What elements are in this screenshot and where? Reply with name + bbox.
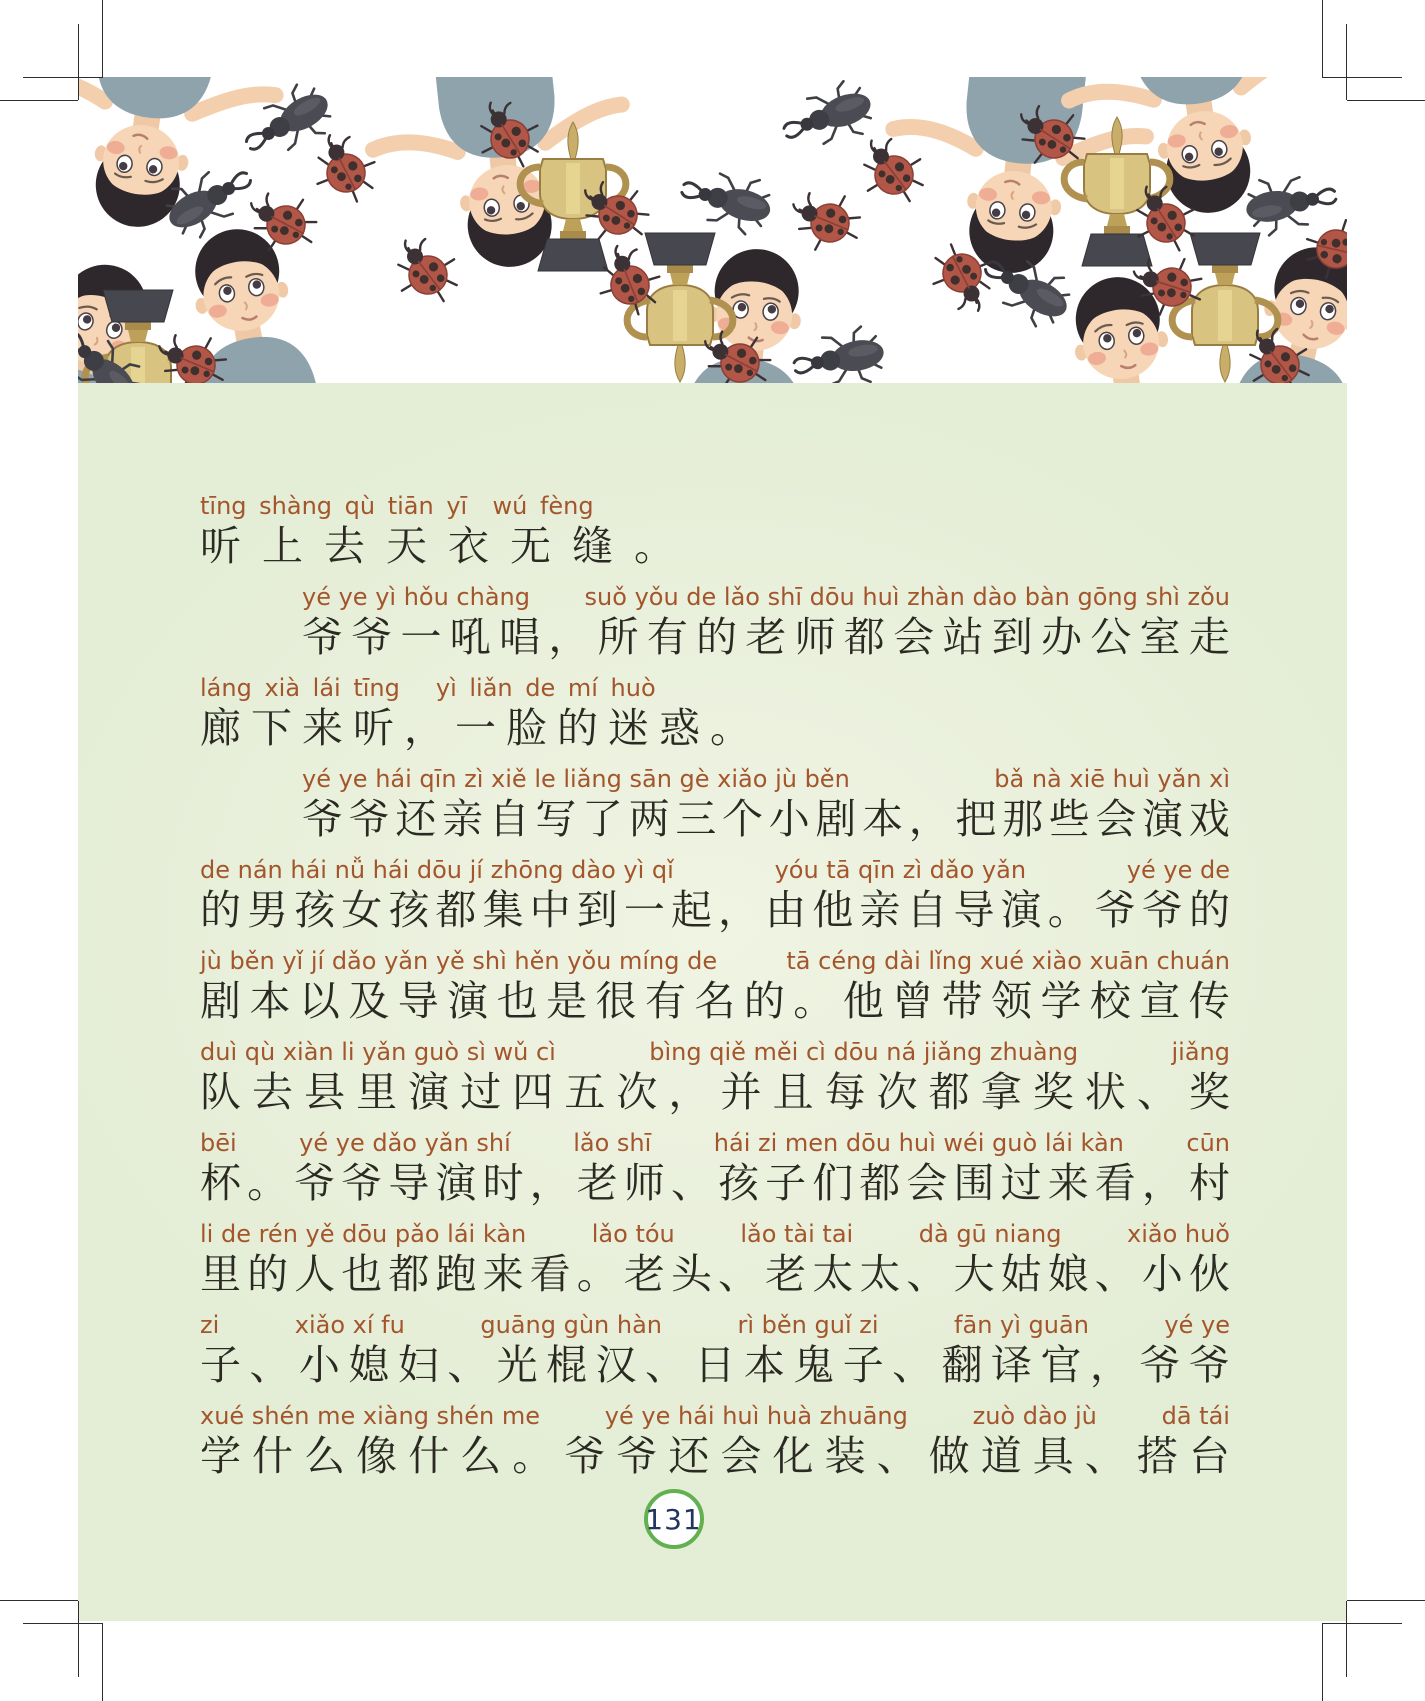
text-line: [200, 665, 1230, 756]
hanzi-row: 杯 。 爷 爷 导 演 时 ， 老 师 、 孩 子 们 都 会 围 过 来 看 ， 村: [200, 1160, 1230, 1206]
pattern-illustration: [78, 77, 1347, 383]
hanzi-row: 听 上 去 天 衣 无 缝 。: [200, 523, 675, 569]
hanzi-row: 廊 下 来 听 ， 一 脸 的 迷 惑 。: [200, 705, 751, 751]
pinyin-row: bēi yé ye dǎo yǎn shí lǎo shī hái zi men dōu huì wéi guò lái kàn cūn: [200, 1129, 1230, 1157]
pinyin-row: zi xiǎo xí fu guāng gùn hàn rì běn guǐ zi fān yì guān yé ye: [200, 1311, 1230, 1339]
pinyin-row: li de rén yě dōu pǎo lái kàn lǎo tóu lǎo tài tai dà gū niang xiǎo huǒ: [200, 1220, 1230, 1248]
hanzi-row: 的 男 孩 女 孩 都 集 中 到 一 起 ， 由 他 亲 自 导 演 。 爷 爷 的: [200, 887, 1230, 933]
text-line: [200, 1120, 1230, 1211]
pinyin-row: xué shén me xiàng shén me yé ye hái huì huà zhuāng zuò dào jù dā tái: [200, 1402, 1230, 1430]
story-text: [200, 483, 1230, 1484]
hanzi-row: 爷 爷 一 吼 唱 ， 所 有 的 老 师 都 会 站 到 办 公 室 走: [302, 614, 1230, 660]
pinyin-row: jù běn yǐ jí dǎo yǎn yě shì hěn yǒu míng de tā céng dài lǐng xué xiào xuān chuán: [200, 947, 1230, 975]
hanzi-row: 里 的 人 也 都 跑 来 看 。 老 头 、 老 太 太 、 大 姑 娘 、 小 伙: [200, 1251, 1230, 1297]
pinyin-row: yé ye hái qīn zì xiě le liǎng sān gè xiǎo jù běn bǎ nà xiē huì yǎn xì: [302, 765, 1230, 793]
text-line: [200, 574, 1230, 665]
text-line: [200, 1029, 1230, 1120]
text-line: [200, 1302, 1230, 1393]
hanzi-row: 队 去 县 里 演 过 四 五 次 ， 并 且 每 次 都 拿 奖 状 、 奖: [200, 1069, 1230, 1115]
text-line: [200, 1393, 1230, 1484]
pinyin-row: tīng shàng qù tiān yī wú fèng: [200, 492, 594, 520]
page-number-badge: [644, 1489, 704, 1549]
text-line: [200, 938, 1230, 1029]
text-line: [200, 847, 1230, 938]
page-number: 131: [645, 1502, 702, 1536]
pinyin-row: de nán hái nǚ hái dōu jí zhōng dào yì qǐ yóu tā qīn zì dǎo yǎn yé ye de: [200, 856, 1230, 884]
hanzi-row: 子 、 小 媳 妇 、 光 棍 汉 、 日 本 鬼 子 、 翻 译 官 ， 爷 爷: [200, 1342, 1230, 1388]
header-illustration-band: [78, 77, 1347, 383]
page-body: [78, 383, 1347, 1621]
pinyin-row: láng xià lái tīng yì liǎn de mí huò: [200, 674, 656, 702]
hanzi-row: 学 什 么 像 什 么 。 爷 爷 还 会 化 装 、 做 道 具 、 搭 台: [200, 1433, 1230, 1479]
hanzi-row: 爷 爷 还 亲 自 写 了 两 三 个 小 剧 本 ， 把 那 些 会 演 戏: [302, 796, 1230, 842]
hanzi-row: 剧 本 以 及 导 演 也 是 很 有 名 的 。 他 曾 带 领 学 校 宣 传: [200, 978, 1230, 1024]
pinyin-row: yé ye yì hǒu chàng suǒ yǒu de lǎo shī dōu huì zhàn dào bàn gōng shì zǒu: [302, 583, 1230, 611]
text-line: [200, 756, 1230, 847]
pinyin-row: duì qù xiàn li yǎn guò sì wǔ cì bìng qiě měi cì dōu ná jiǎng zhuàng jiǎng: [200, 1038, 1230, 1066]
text-line: [200, 483, 1230, 574]
text-line: [200, 1211, 1230, 1302]
